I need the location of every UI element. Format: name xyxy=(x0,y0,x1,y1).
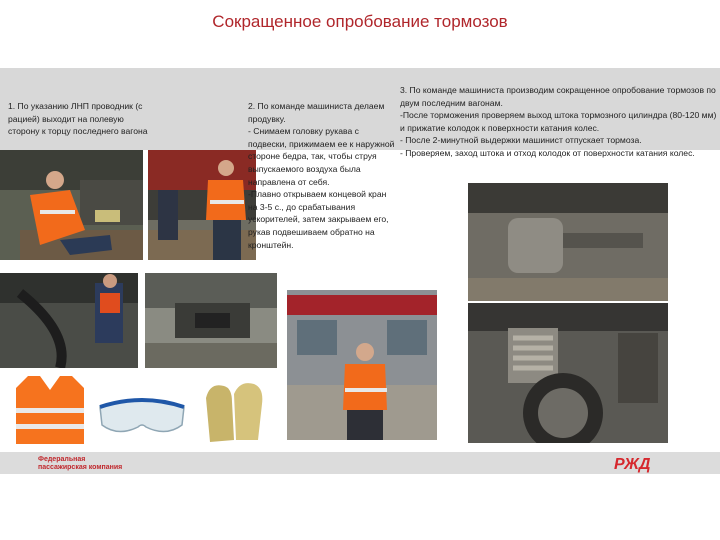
photo-coupler xyxy=(145,273,277,368)
rzd-logo-icon xyxy=(612,452,660,474)
rzd-logo-text: РЖД xyxy=(614,456,651,473)
vest-icon xyxy=(10,372,90,447)
photo-hose-connection xyxy=(0,273,138,368)
page-title: Сокращенное опробование тормозов xyxy=(212,12,508,31)
photo-brake-shoe xyxy=(468,303,668,443)
photo-two-conductors xyxy=(148,150,256,260)
goggles-icon xyxy=(96,395,188,439)
step-1-text: 1. По указанию ЛНП проводник (с рацией) выходит на полевую сторону к торцу последнего вагона xyxy=(8,101,148,137)
photo-brake-cylinder xyxy=(468,183,668,301)
photo-conductor-radio xyxy=(287,290,437,440)
step-3-text: 3. По команде машиниста производим сокращенное опробование тормозов по двум последним вагонам. -После торможения проверяем выход штока тормозного цилиндра (80-120 мм) и прижатие колодок к поверхности катания колес. - После 2-минутной выдержки машинист отпускает тормоза. - Проверяем, заход штока и отход колодок от поверхности катания колес. xyxy=(400,85,717,158)
photo-conductor-kneeling xyxy=(0,150,143,260)
company-name: Федеральная пассажирская компания xyxy=(38,456,123,471)
gloves-icon xyxy=(200,378,270,448)
step-2-text: 2. По команде машиниста делаем продувку. - Снимаем головку рукава с подвески, прижимаем ее к наружной стороне бедра, так, чтобы струя выпускаемого воздуха была направлена от себя. -Плавно открываем концевой кран на 3-5 с., до срабатывания ускорителей, затем закрываем его, рукав подвешиваем обратно на кронштейн. xyxy=(248,101,395,250)
